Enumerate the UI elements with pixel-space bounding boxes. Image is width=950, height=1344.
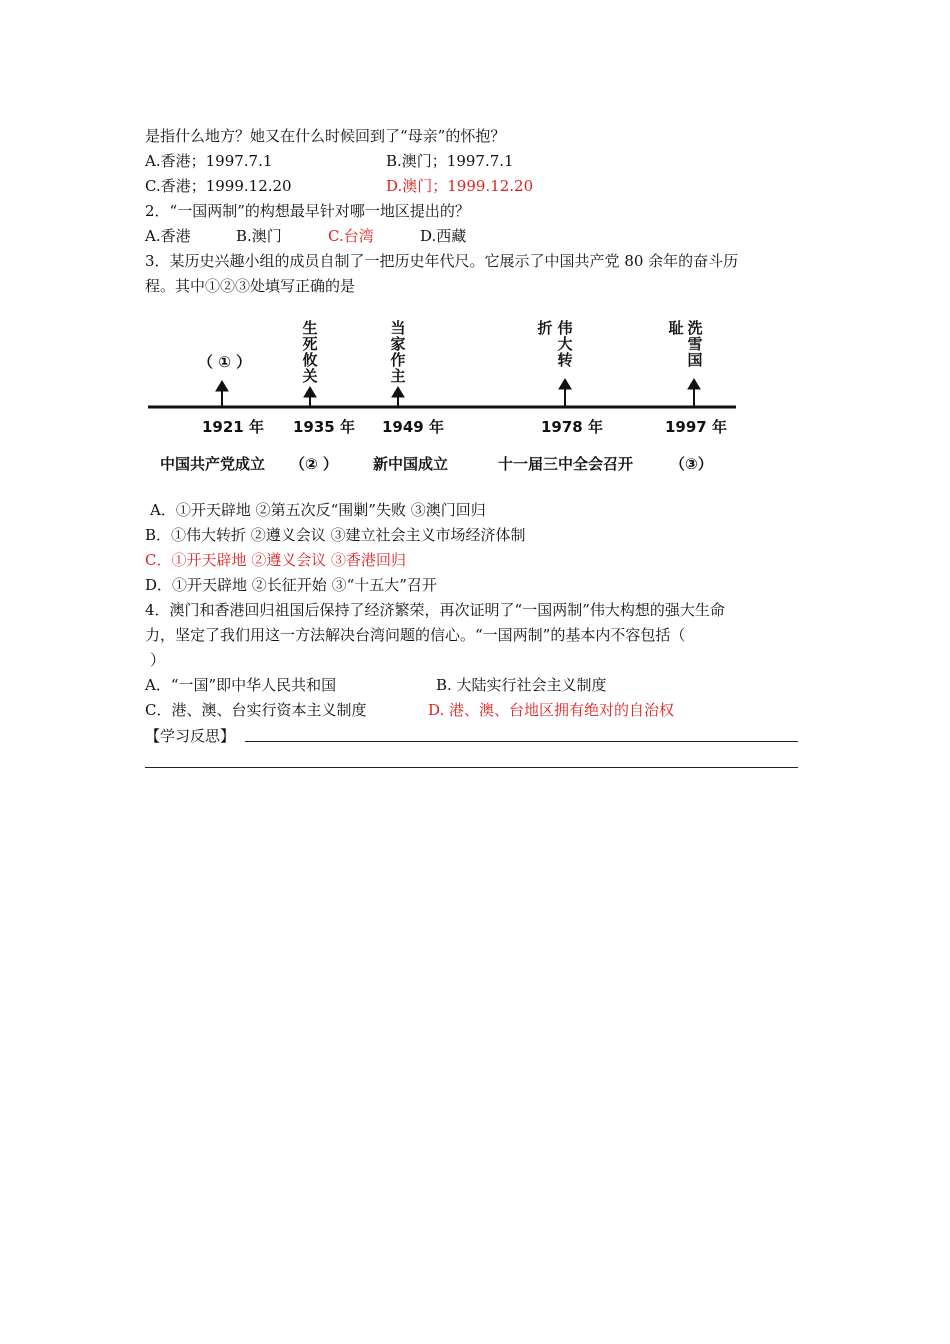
timeline-bottom-label-1921: 中国共产党成立 <box>160 455 266 473</box>
q4-option-c: C．港、澳、台实行资本主义制度 <box>145 701 367 719</box>
timeline-year-1921: 1921 年 <box>202 418 264 436</box>
reflection-answer-line-2[interactable] <box>145 767 798 768</box>
timeline-top-label-1921: （ ① ） <box>198 353 252 371</box>
q2-option-a: A.香港 <box>145 227 191 245</box>
q4-option-a: A．“一国”即中华人民共和国 <box>145 676 337 694</box>
timeline-bottom-label-1978: 十一届三中全会召开 <box>498 455 634 473</box>
q2-option-c-answer: C.台湾 <box>328 227 374 245</box>
arrow-1949 <box>392 387 404 406</box>
arrow-1978 <box>559 379 571 406</box>
timeline-top-label-1978: 伟大转 <box>557 319 573 369</box>
timeline-top-label-1997: 洗雪国 <box>687 319 703 369</box>
q3-stem-line1: 3．某历史兴趣小组的成员自制了一把历史年代尺。它展示了中国共产党 80 余年的奋斗历 <box>145 252 739 270</box>
q1-option-b: B.澳门；1997.7.1 <box>386 152 514 170</box>
timeline-figure <box>0 0 950 480</box>
timeline-year-1949: 1949 年 <box>382 418 444 436</box>
timeline-bottom-label-1949: 新中国成立 <box>373 455 449 473</box>
q3-option-c-answer: C．①开天辟地 ②遵义会议 ③香港回归 <box>145 551 407 569</box>
arrow-1921 <box>216 381 228 406</box>
q4-stem-line3: ） <box>150 651 166 669</box>
reflection-label: 【学习反思】 <box>145 727 236 745</box>
timeline-top-label-1997-char: 耻 <box>668 319 684 337</box>
q4-stem-line1: 4．澳门和香港回归祖国后保持了经济繁荣，再次证明了“一国两制”伟大构想的强大生命 <box>145 601 725 619</box>
timeline-top-label-1935: 生死攸关 <box>302 319 318 385</box>
q3-option-a: A．①开天辟地 ②第五次反“围剿”失败 ③澳门回归 <box>150 501 486 519</box>
q2-stem: 2．“一国两制”的构想最早针对哪一地区提出的？ <box>145 202 470 220</box>
q1-option-d-answer: D.澳门；1999.12.20 <box>386 177 534 195</box>
timeline-top-label-1978-char: 折 <box>537 319 553 337</box>
q2-option-b: B.澳门 <box>236 227 282 245</box>
q3-option-d: D．①开天辟地 ②长征开始 ③“十五大”召开 <box>145 576 437 594</box>
q3-option-b: B．①伟大转折 ②遵义会议 ③建立社会主义市场经济体制 <box>145 526 526 544</box>
q1-option-a: A.香港；1997.7.1 <box>145 152 273 170</box>
q1-stem: 是指什么地方？她又在什么时候回到了“母亲”的怀抱？ <box>145 127 506 145</box>
timeline-top-label-1949: 当家作主 <box>390 319 406 385</box>
arrow-1935 <box>304 387 316 406</box>
q4-stem-line2: 力，坚定了我们用这一方法解决台湾问题的信心。“一国两制”的基本内不容包括（ <box>145 626 686 644</box>
timeline-bottom-label-1935: （② ） <box>290 455 338 473</box>
q1-option-c: C.香港；1999.12.20 <box>145 177 292 195</box>
timeline-year-1935: 1935 年 <box>293 418 355 436</box>
timeline-bottom-label-1997: （③） <box>670 455 713 473</box>
timeline-year-1978: 1978 年 <box>541 418 603 436</box>
q3-stem-line2: 程。其中①②③处填写正确的是 <box>145 277 356 295</box>
q4-option-d-answer: D. 港、澳、台地区拥有绝对的自治权 <box>428 701 675 719</box>
timeline-year-1997: 1997 年 <box>665 418 727 436</box>
q2-option-d: D.西藏 <box>420 227 467 245</box>
arrow-1997 <box>688 379 700 406</box>
reflection-answer-line-1[interactable] <box>245 741 798 742</box>
q4-option-b: B. 大陆实行社会主义制度 <box>436 676 607 694</box>
